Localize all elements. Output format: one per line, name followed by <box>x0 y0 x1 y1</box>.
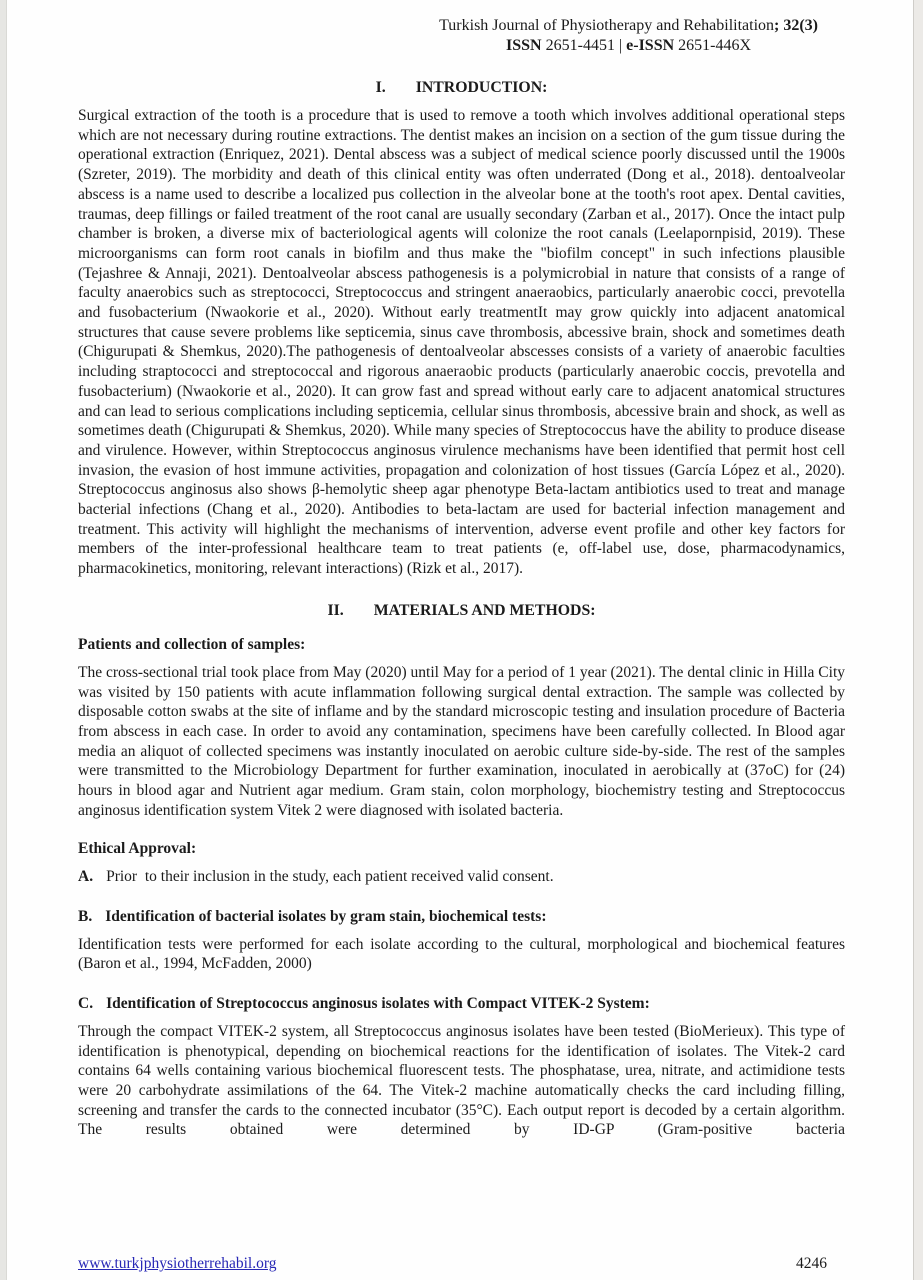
ethical-approval-subheading: Ethical Approval: <box>78 839 197 857</box>
eissn-label: e-ISSN <box>626 37 675 54</box>
methods-heading <box>78 601 845 621</box>
section-item-b-heading <box>78 907 845 927</box>
journal-issue: ; 32(3) <box>774 17 818 34</box>
journal-header <box>439 16 818 56</box>
item-b-paragraph: Identification tests were performed for each isolate according to the cultural, morphological and biochemical features (Baron et al., 1994, McFadden, 2000) <box>78 935 845 973</box>
issn-label: ISSN <box>506 37 542 54</box>
issn-line <box>439 36 818 56</box>
journal-website-link[interactable]: www.turkjphysiotherrehabil.org <box>78 1255 277 1272</box>
issn-number: 2651-4451 | <box>541 37 627 54</box>
introduction-paragraph: Surgical extraction of the tooth is a procedure that is used to remove a tooth which involves additional operational steps which are not necessary during routine extractions. The dentist makes an incision on a section of the gum tissue during the operational extraction (Enriquez, 2021). Dental abscess was a subject of medical science poorly discussed until the 1900s (Szreter, 2019). The morbidity and death of this clinical entity was often underrated (Dong et al., 2018). dentoalveolar abscess is a name used to describe a localized pus collection in the alveolar bone at the tooth's root apex. Dental cavities, traumas, deep fillings or failed treatment of the root canal are usually secondary (Zarban et al., 2017). Once the intact pulp chamber is broken, a diverse mix of bacteriological agents will colonize the root canals (Leelapornpisid, 2019). These microorganisms can form root canals in biofilm and thus make the "biofilm concept" in such infections plausible (Tejashree & Annaji, 2021). Dentoalveolar abscess pathogenesis is a polymicrobial in nature that consists of a range of faculty anaerobics such as streptococci, Streptococcus and stringent anaeraobics, particularly anaerobic cocci, prevotella and fusobacterium (Nwaokorie et al., 2020). Without early treatmentIt may grow quickly into adjacent anatomical structures that cause severe problems like septicemia, sinus cave thrombosis, abcessive brain, shock and sometimes death (Chigurupati & Shemkus, 2020).The pathogenesis of dentoalveolar abscesses consists of a variety of anaerobic faculties including straptococci and streptococcal and rigorous anaeraobic products (particularly anaerobic coccis, prevotella and fusobacterium) (Nwaokorie et al., 2020). It can grow fast and spread without early care to adjacent anatomical structures and can lead to serious complications including septicemia, cellular sinus thrombosis, abcessive brain and shock, as well as sometimes death (Chigurupati & Shemkus, 2020). While many species of Streptococcus have the ability to produce disease and virulence. However, within Streptococcus anginosus virulence mechanisms have been identified that permit host cell invasion, the evasion of host immune activities, propagation and colonization of host tissues (García López et al., 2020). Streptococcus anginosus also shows β-hemolytic sheep agar phenotype Beta-lactam antibiotics used to treat and manage bacterial infections (Chang et al., 2020). Antibodies to beta-lactam are used for bacterial infection management and treatment. This activity will highlight the mechanisms of intervention, adverse event profile and other key factors for members of the inter-professional healthcare team to treat patients (e, off-label use, dose, pharmacodynamics, pharmacokinetics, monitoring, relevant interactions) (Rizk et al., 2017). <box>78 107 845 578</box>
ethical-item-a <box>78 867 845 887</box>
journal-title-line <box>439 16 818 36</box>
methods-paragraph: The cross-sectional trial took place from May (2020) until May for a period of 1 year (2021). The dental clinic in Hilla City was visited by 150 patients with acute inflammation following surgical dental extraction. The sample was collected by disposable cotton swabs at the site of inflame and by the standard microscopic testing and insulation procedure of Bacteria from abscess in each case. In order to avoid any contamination, specimens have been carefully collected. In Blood agar media an aliquot of collected specimens was instantly inoculated on aerobic culture side-by-side. The rest of the samples were transmitted to the Microbiology Department for further examination, inoculated in aerobically at (37oC) for (24) hours in blood agar and Nutrient agar medium. Gram stain, colon morphology, biochemistry testing and Streptococcus anginosus identification system Vitek 2 were diagnosed with isolated bacteria. <box>78 663 845 819</box>
section-item-c-heading <box>78 994 845 1014</box>
introduction-heading <box>78 78 845 98</box>
eissn-number: 2651-446X <box>674 37 752 54</box>
page-number: 4246 <box>796 1255 827 1272</box>
item-b-label: B. <box>78 907 93 925</box>
page-edge-right <box>913 0 923 1280</box>
item-c-title: Identification of Streptococcus anginosus isolates with Compact VITEK-2 System: <box>106 994 650 1012</box>
methods-heading-title: MATERIALS AND METHODS: <box>373 601 596 619</box>
item-c-paragraph: Through the compact VITEK-2 system, all Streptococcus anginosus isolates have been tested (BioMerieux). This type of identification is phenotypical, depending on biochemical reactions for the identification of isolates. The Vitek-2 card contains 64 wells containing various biochemical fluorescent tests. The phosphatase, urea, nitrate, and actimidione tests were 20 carbohydrate assimilations of the 64. The Vitek-2 machine automatically checks the card including filling, screening and transfer the cards to the connected incubator (35°C). Each output report is decoded by a certain algorithm. The results obtained were determined by ID-GP (Gram-positive bacteria <box>78 1022 845 1139</box>
methods-heading-numeral: II. <box>327 601 344 619</box>
item-c-label: C. <box>78 994 94 1012</box>
item-b-title: Identification of bacterial isolates by gram stain, biochemical tests: <box>105 907 547 925</box>
introduction-heading-title: INTRODUCTION: <box>415 79 548 96</box>
patients-subheading: Patients and collection of samples: <box>78 635 306 653</box>
introduction-heading-numeral: I. <box>375 79 386 96</box>
page-footer <box>78 1254 827 1274</box>
page-content <box>0 78 923 1140</box>
item-a-text: Prior to their inclusion in the study, each patient received valid consent. <box>106 867 554 885</box>
page-edge-left <box>0 0 7 1280</box>
journal-title: Turkish Journal of Physiotherapy and Rehabilitation <box>439 17 775 34</box>
item-a-label: A. <box>78 867 94 885</box>
